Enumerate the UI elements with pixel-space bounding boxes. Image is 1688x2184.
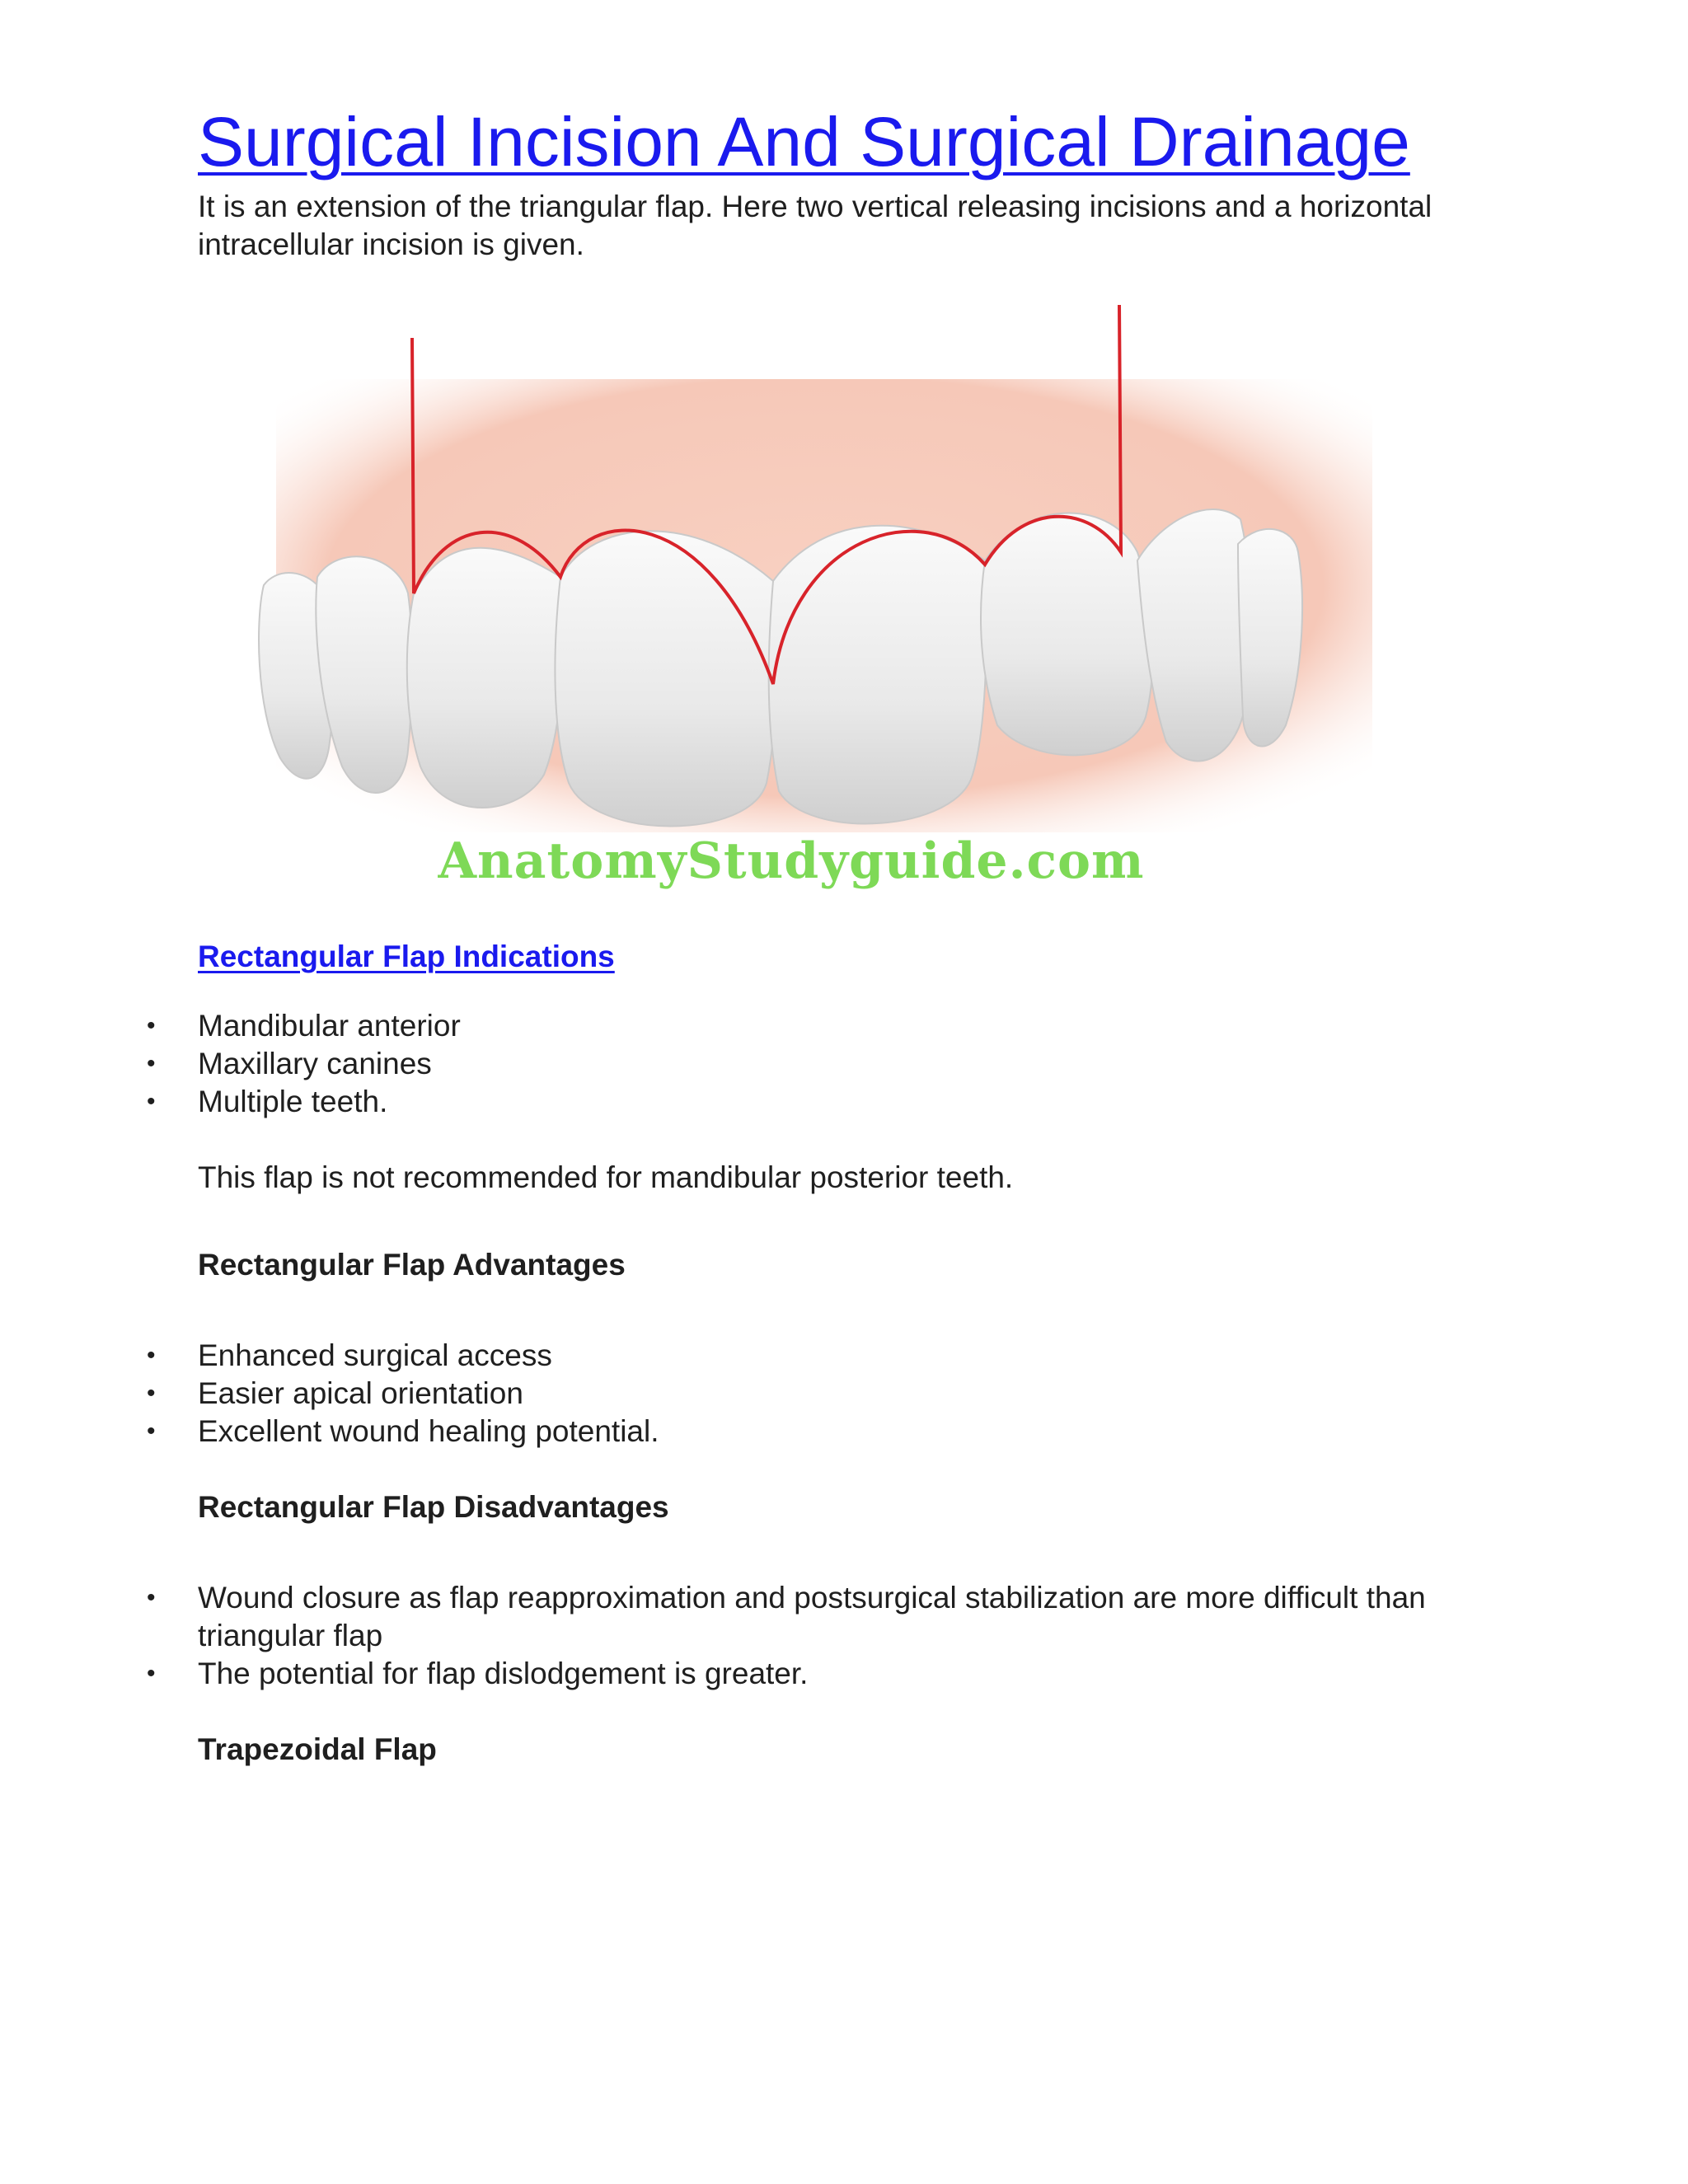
tooth-central-right	[769, 526, 987, 824]
intro-paragraph: It is an extension of the triangular flap. Here two vertical releasing incisions and a horizontal intracellular incision is given.	[198, 190, 1432, 261]
disadvantages-heading: Rectangular Flap Disadvantages	[198, 1490, 669, 1524]
article-content	[198, 99, 1533, 1769]
page-title-link[interactable]: Surgical Incision And Surgical Drainage	[198, 103, 1410, 180]
list-item: • Multiple teeth.	[198, 1083, 1533, 1121]
indications-list	[198, 1007, 1533, 1121]
indications-note: This flap is not recommended for mandibular posterior teeth.	[198, 1160, 1014, 1194]
list-item: • Maxillary canines	[198, 1045, 1533, 1083]
trapezoidal-heading: Trapezoidal Flap	[198, 1732, 437, 1766]
tooth-left-lateral	[407, 548, 564, 808]
tooth-right-lateral	[981, 513, 1153, 756]
tooth-central-left	[555, 531, 777, 826]
list-item: • Enhanced surgical access	[198, 1337, 1533, 1375]
advantages-heading: Rectangular Flap Advantages	[198, 1248, 626, 1282]
list-item: • Easier apical orientation	[198, 1375, 1533, 1413]
teeth-diagram	[198, 305, 1385, 832]
advantages-list	[198, 1337, 1533, 1451]
rectangular-flap-illustration	[198, 305, 1385, 915]
indications-heading-link[interactable]: Rectangular Flap Indications	[198, 940, 615, 973]
disadvantages-list	[198, 1579, 1467, 1693]
list-item: • Mandibular anterior	[198, 1007, 1533, 1045]
list-item: • The potential for flap dislodgement is greater.	[198, 1655, 1467, 1693]
list-item: • Excellent wound healing potential.	[198, 1413, 1533, 1451]
watermark-text: AnatomyStudyguide.com	[438, 832, 1145, 890]
list-item: • Wound closure as flap reapproximation and postsurgical stabilization are more difficult than triangular flap	[198, 1579, 1467, 1655]
